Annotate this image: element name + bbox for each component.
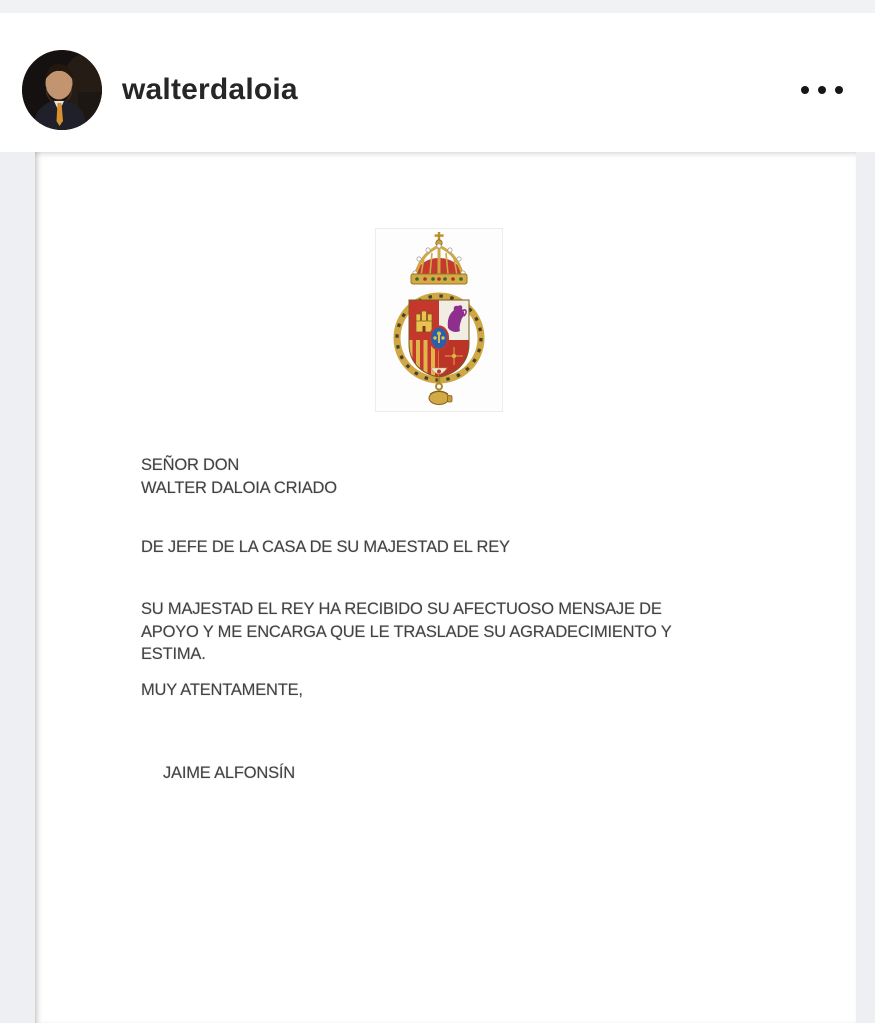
letter-closing: MUY ATENTAMENTE,	[141, 681, 303, 699]
username[interactable]: walterdaloia	[122, 72, 298, 106]
avatar-photo	[22, 50, 102, 130]
avatar[interactable]	[22, 50, 102, 130]
letter-body-line: SU MAJESTAD EL REY HA RECIBIDO SU AFECTUOSO MENSAJE DE	[141, 600, 662, 618]
post-image-area	[0, 152, 875, 1023]
letter-sender-line: DE JEFE DE LA CASA DE SU MAJESTAD EL REY	[141, 538, 510, 556]
post-header	[0, 13, 875, 152]
letter-recipient	[141, 454, 337, 499]
ellipsis-icon	[801, 86, 843, 94]
post-image[interactable]	[35, 152, 856, 1023]
more-options-button[interactable]	[797, 76, 847, 104]
letter-body-line: APOYO Y ME ENCARGA QUE LE TRASLADE SU AGRADECIMIENTO Y	[141, 622, 672, 641]
coat-of-arms-emblem	[375, 228, 503, 412]
letter-signature: JAIME ALFONSÍN	[163, 764, 295, 782]
letter-recipient-line: SEÑOR DON	[141, 456, 240, 474]
status-bar	[0, 0, 875, 13]
letter-recipient-line: WALTER DALOIA CRIADO	[141, 478, 337, 497]
letter-body-line: ESTIMA.	[141, 645, 206, 663]
letter-body	[141, 598, 672, 666]
